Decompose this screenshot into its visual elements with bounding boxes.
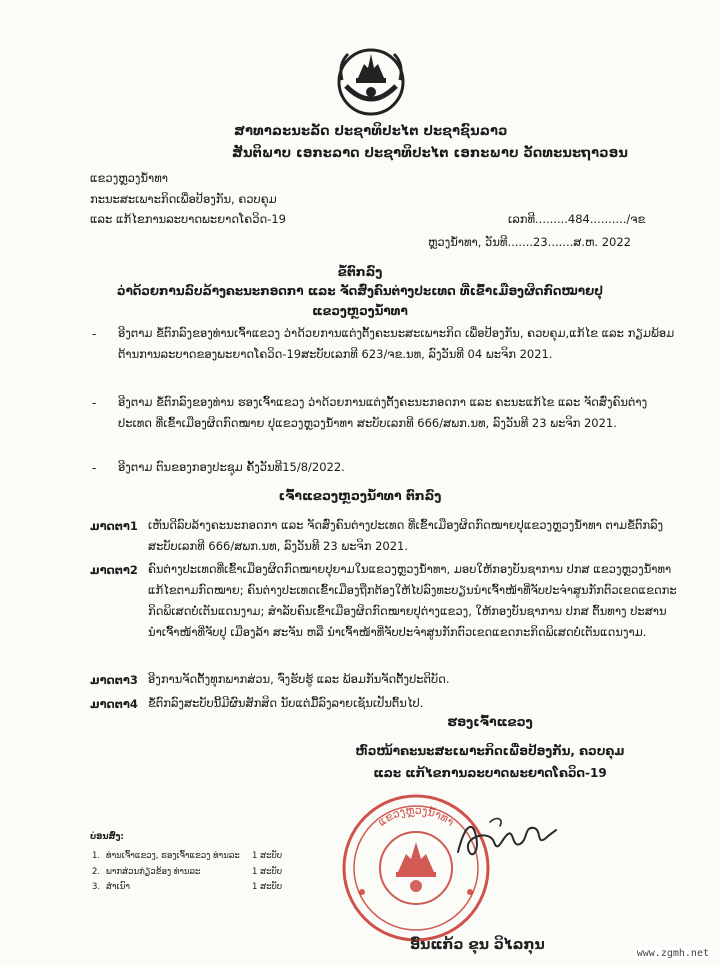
preamble-item-3: ອີງຕາມ ຕົນຂອງກອງປະຊຸມ ຄັ້ງວັນທີ15/8/2022. xyxy=(118,460,345,474)
article-4-text: ຂໍ້ຕົກລົງສະບັບນີ້ມີຜົນສັກສິດ ນັບແຕ່ມື້ລົງລາຍເຊັນເປັນຕົ້ນໄປ. xyxy=(148,696,424,710)
distribution-item-1-number: 1. xyxy=(92,851,101,861)
preamble-bullet-3: - xyxy=(92,461,97,475)
issuer-province: ແຂວງຫຼວງນໍ້າທາ xyxy=(90,171,168,185)
issuer-committee-line2: ແລະ ແກ້ໄຂການລະບາດພະຍາດໂຄວິດ-19 xyxy=(90,212,286,226)
article-2-text: ຄົນຕ່າງປະເທດທີ່ເຂົ້າເມືອງຜິດກົດໝາຍປຸຍາມໃນແຂວງຫຼວງນໍ້າທາ, ມອບໃຫ້ກອງບັນຊາການ ປກສ ແຂວງຫຼວງນໍ້າທາ ແກ້ໄຂຕາມກົດໝາຍ; ຄົນຕ່າງປະເທດເຂົ້າເມືອງຖືກຕ້ອງໃຫ້ໄປລົງທະບຽນນໍາເຈົ້າໜ້າທີ່ຈັບປະຈໍາສູນກັກຕົວເຂດແຂດກະກິດພິເສດບໍ່ເຕັນແດນງາມ; ສໍາລັບຄົນເຂົ້າເມືອງຜິດກົດໝາຍປຸຕ່າງແຂວງ, ໃຫ້ກອງບັນຊາການ ປກສ ຕົ້ນທາງ ປະສານນໍາເຈົ້າໜ້າທີ່ຈັບປຸ ເມືອງລ້າ ສະຈັນ ຫລື ນໍາເຈົ້າໜ້າທີ່ຈັບປະຈໍາສູນກັກຕົວເຂດແຂດກະກິດພິເສດບໍ່ເຕັນແດນງາມ. xyxy=(148,562,677,639)
distribution-item-1-count: 1 ສະບັບ xyxy=(252,851,283,861)
signatory-name: ອົ່ນແກ້ວ ຂຸນ ວິໄລກຸນ xyxy=(410,937,545,953)
document-date: ຫຼວງນໍ້າທາ, ວັນທີ.......23.......ສ.ຫ. 2022 xyxy=(428,235,631,249)
distribution-item-3: ສໍາເນົາ xyxy=(106,882,130,892)
distribution-item-2-count: 1 ສະບັບ xyxy=(252,867,283,877)
handwritten-signature xyxy=(450,808,560,868)
national-emblem-icon xyxy=(334,42,408,116)
national-motto-line2: ສັນຕິພາບ ເອກະລາດ ປະຊາທິປະໄຕ ເອກະພາບ ວັດທະນະຖາວອນ xyxy=(232,146,629,161)
article-4-label: ມາດຕາ4 xyxy=(90,697,138,711)
article-3-text: ອີງການຈັດຕັ້ງທຸກພາກສ່ວນ, ຈົ່ງຮັບຮູ້ ແລະ ພ້ອມກັນຈັດຕັ້ງປະຕິບັດ. xyxy=(148,672,450,686)
distribution-item-2-number: 2. xyxy=(92,867,101,877)
distribution-item-3-count: 1 ສະບັບ xyxy=(252,882,283,892)
distribution-item-2: ພາກສ່ວນກ່ຽວຂ້ອງ ທ່ານລະ xyxy=(106,867,201,877)
distribution-item-1: ທ່ານເຈົ້າແຂວງ, ຮອງເຈົ້າແຂວງ ທ່ານລະ xyxy=(106,851,240,861)
preamble-bullet-1: - xyxy=(92,327,97,341)
reference-number: ເລກທີ.........484........../ຈຂ xyxy=(508,212,646,226)
signatory-title: ຮອງເຈົ້າແຂວງ xyxy=(447,714,533,729)
site-watermark: www.zgmh.net xyxy=(634,947,712,960)
svg-text:ແຂວງຫຼວງນໍ້າທາ xyxy=(376,804,457,829)
issuer-committee-line1: ກະນະສະເພາະກິດເພື່ອປ້ອງກັນ, ຄວບຄຸມ xyxy=(90,192,277,206)
preamble-item-2: ອີງຕາມ ຂໍ້ຕົກລົງຂອງທ່ານ ຮອງເຈົ້າແຂວງ ວ່າດ້ວຍການແຕ່ງຕັ້ງຄະນະກອດກາ ແລະ ຄະນະແກ້ໄຂ ແລະ ຈັດສົ່ງຄົນຕ່າງປະເທດ ທີ່ເຂົ້າເມືອງຜິດກົດໝາຍ ປຸແຂວງຫຼວງນໍ້າທາ ສະບັບເລກທີ 666/ສພກ.ນທ, ລົງວັນທີ 23 ພະຈິກ 2021. xyxy=(118,395,648,430)
document-title-line1: ວ່າດ້ວຍການລົບລ້າງຄະນະກອດກາ ແລະ ຈັດສົ່ງຄົນຕ່າງປະເທດ ທີ່ເຂົ້າເມືອງຜິດກົດໝາຍປຸ xyxy=(117,284,603,298)
stamp-text: ແຂວງຫຼວງນໍ້າທາ xyxy=(375,803,457,829)
signatory-committee-line1: ຫົວໜ້າຄະນະສະເພາະກິດເພື່ອປ້ອງກັນ, ຄວບຄຸມ xyxy=(355,744,625,758)
preamble-item-1: ອີງຕາມ ຂໍ້ຕົກລົງຂອງທ່ານເຈົ້າແຂວງ ວ່າດ້ວຍການແຕ່ງຕັ້ງຄະນະສະເພາະກິດ ເພື່ອປ້ອງກັນ, ຄວບຄຸມ,ແກ້ໄຂ ແລະ ກຽມພ້ອມຕ້ານການລະບາດຂອງພະຍາດໂຄວິດ-19ສະບັບເລກທີ 623/ຈຂ.ນທ, ລົງວັນທີ 04 ພະຈິກ 2021. xyxy=(118,326,675,361)
document-type: ຂໍ້ຕົກລົງ xyxy=(337,264,383,279)
signatory-committee-line2: ແລະ ແກ້ໄຂການລະບາດພະຍາດໂຄວິດ-19 xyxy=(373,766,607,780)
decision-heading: ເຈົ້າແຂວງຫຼວງນໍ້າທາ ຕົກລົງ xyxy=(278,488,442,503)
national-motto-line1: ສາທາລະນະລັດ ປະຊາທິປະໄຕ ປະຊາຊົນລາວ xyxy=(234,124,508,139)
distribution-item-3-number: 3. xyxy=(92,882,101,892)
distribution-title: ບ່ອນສົ່ງ: xyxy=(90,832,124,842)
article-2-label: ມາດຕາ2 xyxy=(90,563,138,577)
preamble-bullet-2: - xyxy=(92,396,97,410)
article-1-label: ມາດຕາ1 xyxy=(90,519,138,533)
article-1-text: ເຫັນດີລົບລ້າງຄະນະກອດກາ ແລະ ຈັດສົ່ງຄົນຕ່າງປະເທດ ທີ່ເຂົ້າເມືອງຜິດກົດໝາຍປຸແຂວງຫຼວງນໍ້າທາ ຕາມຂໍ້ຕົກລົງ ສະບັບເລກທີ 666/ສພກ.ນທ, ລົງວັນທີ 23 ພະຈິກ 2021. xyxy=(148,518,664,553)
document-title-line2: ແຂວງຫຼວງນໍ້າທາ xyxy=(312,304,408,318)
article-3-label: ມາດຕາ3 xyxy=(90,673,138,687)
